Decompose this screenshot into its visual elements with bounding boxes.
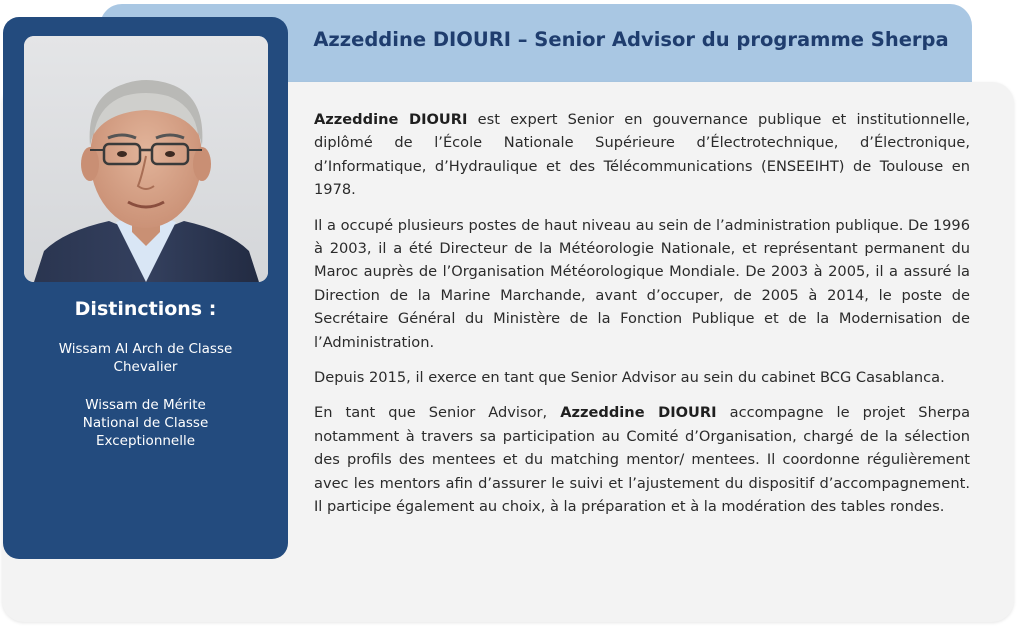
bio-paragraph-4 [314,401,970,518]
distinction-item: Wissam de Mérite National de Classe Exceptionnelle [82,397,209,449]
portrait-illustration [24,36,268,282]
bio-paragraph-4-after: accompagne le projet Sherpa notamment à travers sa participation au Comité d’Organisation, chargé de la sélection des profils des mentees et du matching mentor/ mentees. Il coordonne régulièrement avec les mentors afin d’assurer le suivi et l’ajustement du dispositif d’accompagnement. Il participe également au choix, à la préparation et à la modération des tables rondes. [314,404,971,516]
bio-paragraph-1 [314,108,970,202]
distinction-item: Wissam Al Arch de Classe Chevalier [58,341,233,375]
bio-paragraph-2: Il a occupé plusieurs postes de haut niveau au sein de l’administration publique. De 1996 à 2003, il a été Directeur de la Météorologie Nationale, et représentant permanent du Maroc auprès de l’Organisation Météorologique Mondiale. De 2003 à 2005, il a assuré la Direction de la Marine Marchande, avant d’occuper, de 2005 à 2014, le poste de Secrétaire Général du Ministère de la Fonction Publique et de la Modernisation de l’Administration. [314,216,970,351]
biography-text [314,108,970,531]
bio-paragraph-3: Depuis 2015, il exerce en tant que Senior Advisor au sein du cabinet BCG Casablanca. [314,369,945,387]
portrait-photo [24,36,268,282]
distinctions-list [3,340,288,470]
bio-name: Azzeddine DIOURI [314,111,468,128]
bio-name: Azzeddine DIOURI [560,404,717,422]
page-title: Azzeddine DIOURI – Senior Advisor du programme Sherpa [313,28,949,51]
bio-paragraph-1-text: est expert Senior en gouvernance publique et institutionnelle, diplômé de l’École Nationale Supérieure d’Électrotechnique, d’Électronique, d’Informatique, d’Hydraulique et des Télécommunications (ENSEEIHT) de Toulouse en 1978. [314,111,971,199]
bio-paragraph-4-before: En tant que Senior Advisor, [314,404,561,422]
distinctions-title: Distinctions : [74,298,217,320]
